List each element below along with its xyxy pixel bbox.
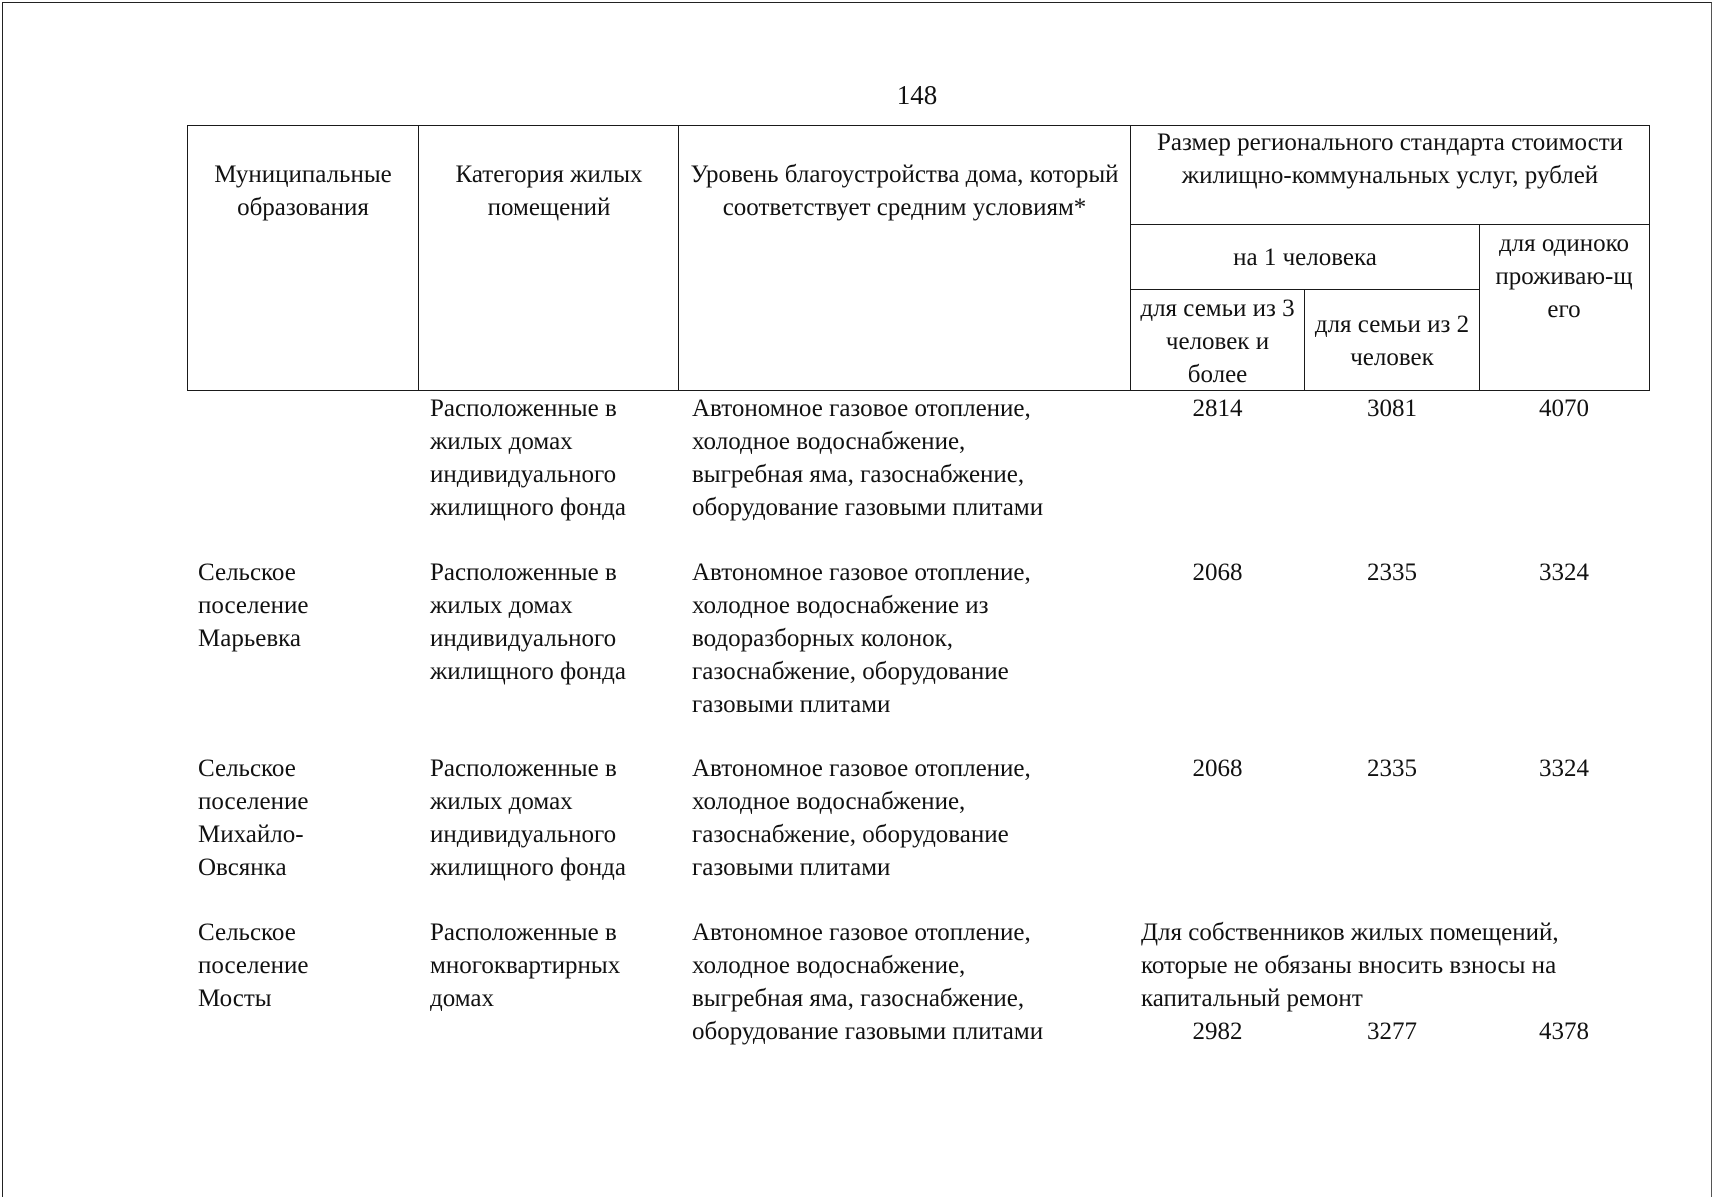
- header-col-border-2: [678, 125, 679, 391]
- header-category: Категория жилых помещений: [455, 161, 643, 221]
- row-3-single: 3324: [1539, 755, 1589, 782]
- row-1-family2: 3081: [1367, 395, 1417, 422]
- row-4-municipality: Сельское поселение Мосты: [198, 919, 309, 1012]
- row-3-municipality: Сельское поселение Михайло- Овсянка: [198, 755, 309, 881]
- page-number: 148: [896, 80, 938, 110]
- header-col-border-0: [187, 125, 188, 391]
- header-bottom-border: [187, 390, 1650, 391]
- row-2-single: 3324: [1539, 559, 1589, 586]
- row-4-single: 4378: [1539, 1018, 1589, 1045]
- row-1-level: Автономное газовое отопление, холодное водоснабжение, выгребная яма, газоснабжение, оборудование газовыми плитами: [692, 395, 1044, 521]
- row-2-level: Автономное газовое отопление, холодное водоснабжение из водоразборных колонок, газоснабжение, оборудование газовыми плитами: [692, 559, 1031, 718]
- row-3-category: Расположенные в жилых домах индивидуального жилищного фонда: [430, 755, 626, 881]
- header-col-border-6: [1649, 125, 1650, 391]
- row-4-note: Для собственников жилых помещений, которые не обязаны вносить взносы на капитальный ремонт: [1141, 919, 1559, 1012]
- row-2-family2: 2335: [1367, 559, 1417, 586]
- row-1-family3: 2814: [1192, 395, 1243, 422]
- header-municipality: Муниципальные образования: [214, 161, 392, 221]
- row-3-family3: 2068: [1192, 755, 1243, 782]
- header-family3: для семьи из 3 человек и более: [1140, 295, 1295, 388]
- row-4-family3: 2982: [1192, 1018, 1243, 1045]
- header-col-border-5: [1479, 224, 1480, 391]
- row-3-family2: 2335: [1367, 755, 1417, 782]
- header-per-person: на 1 человека: [1233, 244, 1377, 271]
- header-level: Уровень благоустройства дома, который соответствует средним условиям*: [690, 161, 1119, 221]
- header-standard-divider: [1130, 224, 1650, 225]
- row-1-single: 4070: [1539, 395, 1589, 422]
- row-2-category: Расположенные в жилых домах индивидуального жилищного фонда: [430, 559, 626, 685]
- row-4-family2: 3277: [1367, 1018, 1417, 1045]
- row-1-category: Расположенные в жилых домах индивидуального жилищного фонда: [430, 395, 626, 521]
- header-col-border-3: [1130, 125, 1131, 391]
- row-4-level: Автономное газовое отопление, холодное водоснабжение, выгребная яма, газоснабжение, оборудование газовыми плитами: [692, 919, 1044, 1045]
- row-2-family3: 2068: [1192, 559, 1243, 586]
- row-4-category: Расположенные в многоквартирных домах: [430, 919, 621, 1012]
- header-col-border-1: [418, 125, 419, 391]
- header-single: для одиноко проживаю-щего: [1495, 230, 1633, 323]
- row-3-level: Автономное газовое отопление, холодное водоснабжение, газоснабжение, оборудование газовыми плитами: [692, 755, 1031, 881]
- header-family2: для семьи из 2 человек: [1314, 311, 1470, 371]
- header-standard: Размер регионального стандарта стоимости жилищно-коммунальных услуг, рублей: [1156, 129, 1624, 189]
- header-col-border-4: [1304, 289, 1305, 391]
- row-2-municipality: Сельское поселение Марьевка: [198, 559, 309, 652]
